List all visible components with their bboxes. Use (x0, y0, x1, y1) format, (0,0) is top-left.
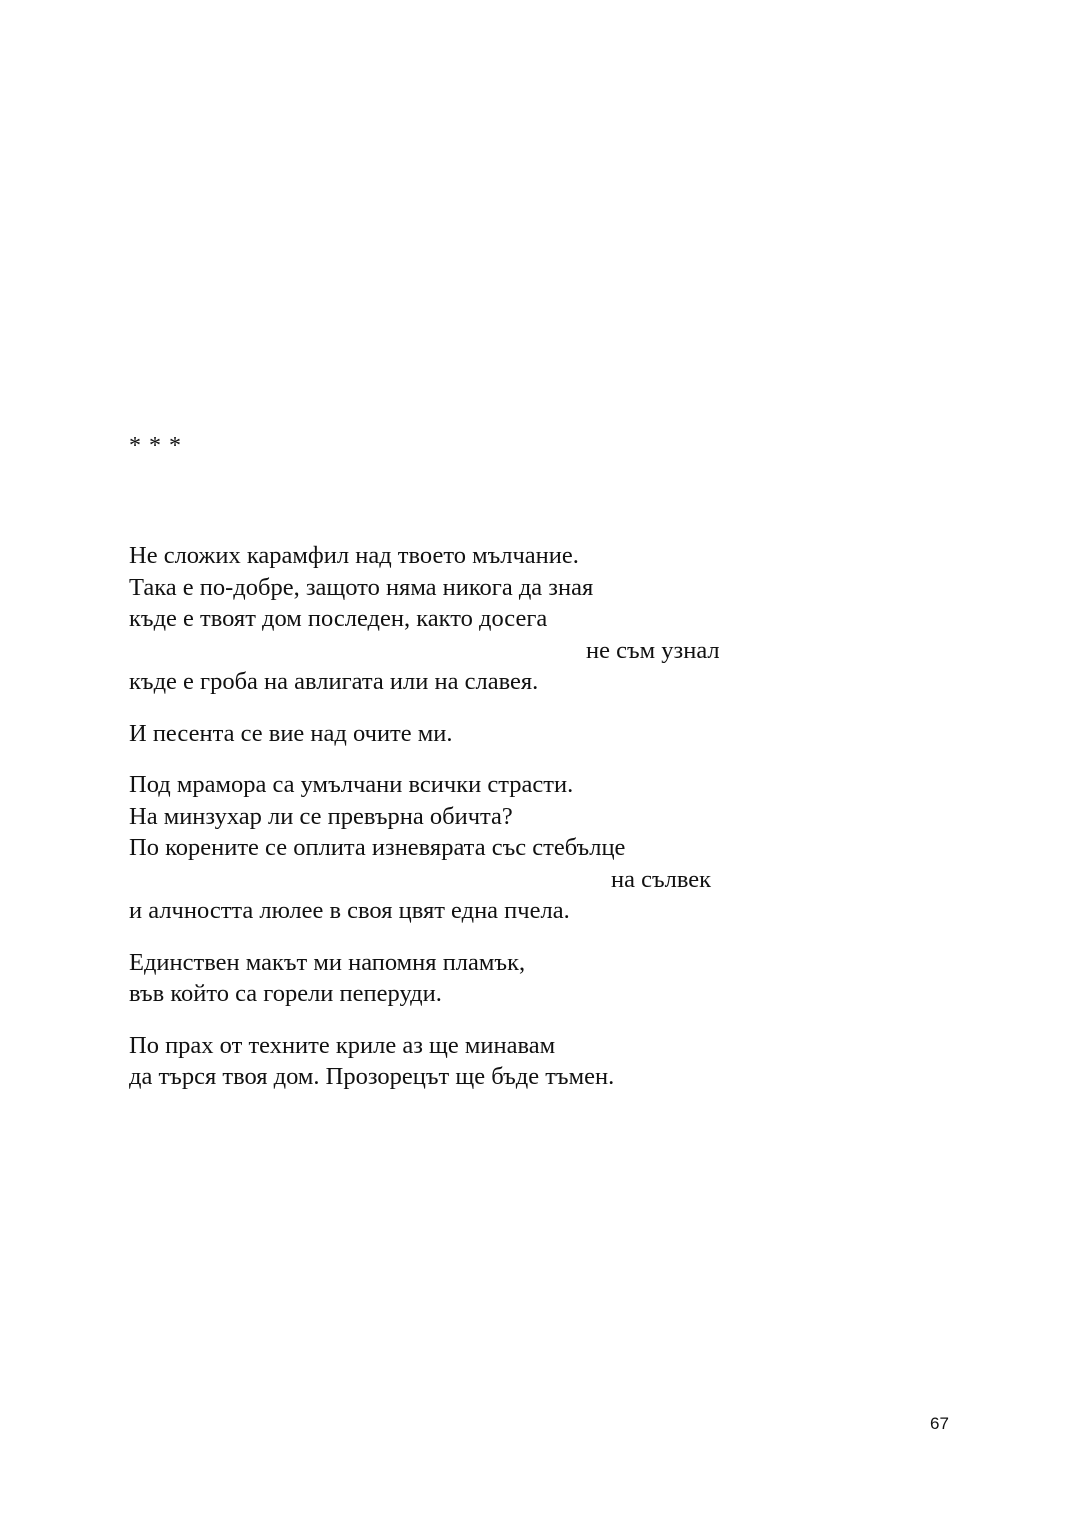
poem-line: По прах от техните криле аз ще минавам (129, 1031, 556, 1059)
poem-line: да търся твоя дом. Прозорецът ще бъде тъмен. (129, 1063, 615, 1090)
poem-line: По корените се оплита изневярата със стебълце (129, 834, 626, 861)
poem-body (129, 540, 889, 1113)
section-separator: * * * (129, 433, 182, 459)
stanza-3 (129, 769, 889, 927)
poem-line: На минзухар ли се превърна обичта? (129, 802, 513, 830)
poem-line: къде е гроба на авлигата или на славея. (129, 668, 539, 695)
page-number: 67 (930, 1414, 949, 1433)
stanza-1 (129, 540, 889, 698)
poem-line-indented: на сълвек (611, 865, 712, 893)
poem-line: и алчността люлее в своя цвят една пчела. (129, 897, 570, 924)
stanza-2 (129, 718, 889, 750)
stanza-4 (129, 947, 889, 1010)
poem-line-indented: не съм узнал (586, 636, 720, 664)
poem-line: Единствен макът ми напомня пламък, (129, 948, 526, 976)
poem-line: във който са горели пеперуди. (129, 980, 442, 1007)
poem-line: Така е по-добре, защото няма никога да зная (129, 573, 594, 601)
stanza-5 (129, 1030, 889, 1093)
poem-line: Под мрамора са умълчани всички страсти. (129, 771, 574, 798)
poem-line: И песента се вие над очите ми. (129, 719, 453, 747)
poem-line: къде е твоят дом последен, както досега (129, 605, 548, 632)
poem-line: Не сложих карамфил над твоето мълчание. (129, 542, 579, 569)
